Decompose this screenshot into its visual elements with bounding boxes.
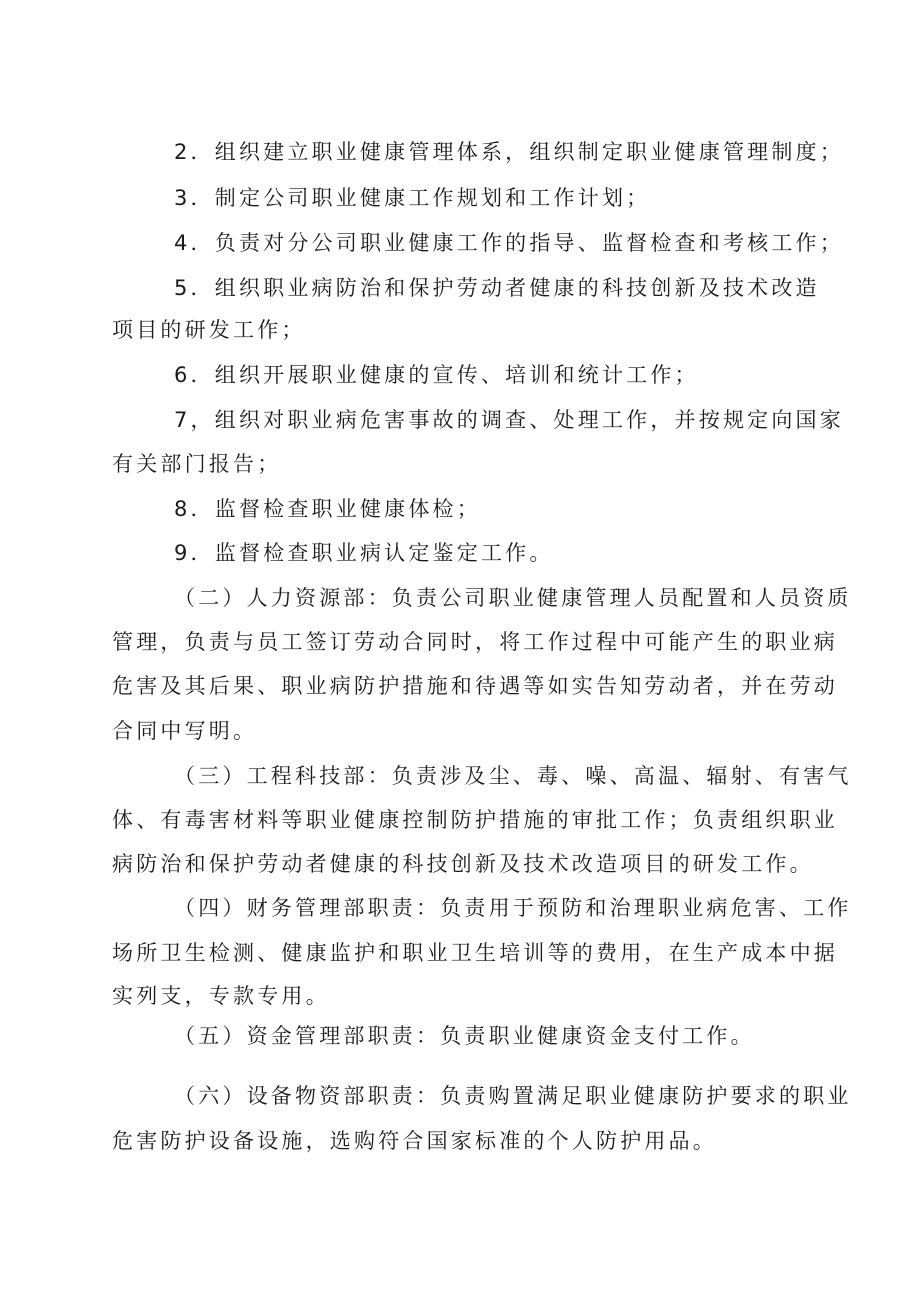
paragraph-line: 9．监督检查职业病认定鉴定工作。 <box>174 541 554 565</box>
paragraph-line: （二）人力资源部：负责公司职业健康管理人员配置和人员资质 <box>174 586 852 610</box>
paragraph-line: 6．组织开展职业健康的宣传、培训和统计工作； <box>174 363 699 387</box>
paragraph-line: （三）工程科技部：负责涉及尘、毒、噪、高温、辐射、有害气 <box>174 764 852 788</box>
paragraph-line: 项目的研发工作； <box>112 318 306 342</box>
paragraph-line: 5．组织职业病防治和保护劳动者健康的科技创新及技术改造 <box>174 276 820 300</box>
paragraph-line: 危害及其后果、职业病防护措施和待遇等如实告知劳动者，并在劳动 <box>112 674 838 698</box>
paragraph-line: 8．监督检查职业健康体检； <box>174 497 481 521</box>
paragraph-line: 合同中写明。 <box>112 719 258 743</box>
paragraph-line: 4．负责对分公司职业健康工作的指导、监督检查和考核工作； <box>174 231 844 255</box>
paragraph-line: 2．组织建立职业健康管理体系，组织制定职业健康管理制度； <box>174 140 844 164</box>
paragraph-line: 病防治和保护劳动者健康的科技创新及技术改造项目的研发工作。 <box>112 852 814 876</box>
paragraph-line: 管理，负责与员工签订劳动合同时，将工作过程中可能产生的职业病 <box>112 630 838 654</box>
paragraph-line: 场所卫生检测、健康监护和职业卫生培训等的费用，在生产成本中据 <box>112 941 838 965</box>
paragraph-line: 3．制定公司职业健康工作规划和工作计划； <box>174 186 651 210</box>
paragraph-line: （四）财务管理部职责：负责用于预防和治理职业病危害、工作 <box>174 896 852 920</box>
paragraph-line: 有关部门报告； <box>112 452 282 476</box>
paragraph-line: 体、有毒害材料等职业健康控制防护措施的审批工作；负责组织职业 <box>112 808 838 832</box>
paragraph-line: 实列支，专款专用。 <box>112 984 330 1008</box>
paragraph-line: （五）资金管理部职责：负责职业健康资金支付工作。 <box>174 1024 755 1048</box>
paragraph-line: 危害防护设备设施，选购符合国家标准的个人防护用品。 <box>112 1129 717 1153</box>
paragraph-line: （六）设备物资部职责：负责购置满足职业健康防护要求的职业 <box>174 1084 852 1108</box>
paragraph-line: 7，组织对职业病危害事故的调查、处理工作，并按规定向国家 <box>174 408 844 432</box>
